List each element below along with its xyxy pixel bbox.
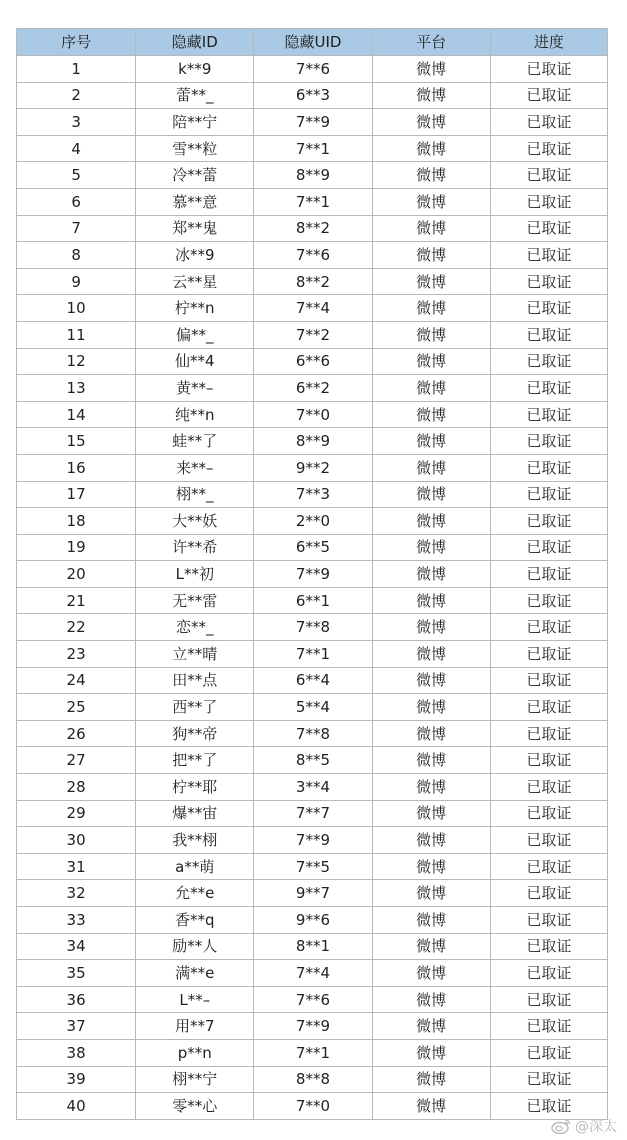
cell-hidden-id: 郑**鬼: [136, 215, 254, 242]
cell-platform: 微博: [372, 1066, 490, 1093]
cell-seq: 16: [17, 454, 136, 481]
cell-hidden-id: 允**e: [136, 880, 254, 907]
cell-hidden-uid: 7**6: [254, 986, 372, 1013]
cell-platform: 微博: [372, 933, 490, 960]
cell-hidden-id: 满**e: [136, 960, 254, 987]
cell-hidden-uid: 8**1: [254, 933, 372, 960]
cell-progress: 已取证: [490, 667, 607, 694]
header-hidden-id: 隐藏ID: [136, 29, 254, 56]
cell-progress: 已取证: [490, 694, 607, 721]
cell-platform: 微博: [372, 800, 490, 827]
cell-progress: 已取证: [490, 508, 607, 535]
cell-hidden-id: 田**点: [136, 667, 254, 694]
cell-hidden-id: 偏**_: [136, 321, 254, 348]
table-row: [17, 694, 608, 721]
weibo-icon: [551, 1118, 571, 1134]
cell-hidden-uid: 7**8: [254, 614, 372, 641]
cell-platform: 微博: [372, 827, 490, 854]
cell-platform: 微博: [372, 960, 490, 987]
cell-platform: 微博: [372, 1093, 490, 1120]
table-row: [17, 1093, 608, 1120]
evidence-table: [16, 28, 608, 1120]
cell-hidden-id: 无**雷: [136, 587, 254, 614]
cell-progress: 已取证: [490, 986, 607, 1013]
cell-hidden-id: k**9: [136, 56, 254, 83]
table-row: [17, 401, 608, 428]
cell-seq: 18: [17, 508, 136, 535]
table-row: [17, 321, 608, 348]
cell-hidden-uid: 6**4: [254, 667, 372, 694]
cell-seq: 31: [17, 853, 136, 880]
cell-hidden-id: a**萌: [136, 853, 254, 880]
cell-platform: 微博: [372, 268, 490, 295]
cell-platform: 微博: [372, 641, 490, 668]
cell-seq: 34: [17, 933, 136, 960]
table-header-row: [17, 29, 608, 56]
cell-seq: 36: [17, 986, 136, 1013]
table-row: [17, 853, 608, 880]
cell-hidden-id: 励**人: [136, 933, 254, 960]
table-row: [17, 1013, 608, 1040]
cell-seq: 37: [17, 1013, 136, 1040]
cell-hidden-id: 零**心: [136, 1093, 254, 1120]
cell-hidden-uid: 7**1: [254, 135, 372, 162]
cell-platform: 微博: [372, 348, 490, 375]
table-row: [17, 667, 608, 694]
cell-hidden-id: 黄**–: [136, 375, 254, 402]
cell-seq: 2: [17, 82, 136, 109]
cell-hidden-uid: 8**9: [254, 162, 372, 189]
cell-seq: 14: [17, 401, 136, 428]
table-row: [17, 188, 608, 215]
table-row: [17, 348, 608, 375]
weibo-watermark: [551, 1116, 617, 1136]
cell-progress: 已取证: [490, 348, 607, 375]
cell-seq: 15: [17, 428, 136, 455]
cell-seq: 23: [17, 641, 136, 668]
cell-hidden-uid: 8**2: [254, 268, 372, 295]
cell-hidden-uid: 7**9: [254, 109, 372, 136]
header-progress: 进度: [490, 29, 607, 56]
cell-platform: 微博: [372, 321, 490, 348]
cell-hidden-id: 立**晴: [136, 641, 254, 668]
cell-hidden-uid: 7**1: [254, 1039, 372, 1066]
cell-hidden-id: 大**妖: [136, 508, 254, 535]
cell-platform: 微博: [372, 986, 490, 1013]
cell-hidden-id: 栩**_: [136, 481, 254, 508]
cell-platform: 微博: [372, 481, 490, 508]
table-row: [17, 720, 608, 747]
table-row: [17, 82, 608, 109]
header-hidden-uid: 隐藏UID: [254, 29, 372, 56]
cell-hidden-id: 雪**粒: [136, 135, 254, 162]
cell-platform: 微博: [372, 188, 490, 215]
cell-hidden-uid: 6**2: [254, 375, 372, 402]
cell-progress: 已取证: [490, 853, 607, 880]
cell-hidden-id: L**初: [136, 561, 254, 588]
table-row: [17, 827, 608, 854]
table-row: [17, 481, 608, 508]
cell-progress: 已取证: [490, 827, 607, 854]
cell-platform: 微博: [372, 853, 490, 880]
cell-progress: 已取证: [490, 162, 607, 189]
cell-progress: 已取证: [490, 481, 607, 508]
cell-progress: 已取证: [490, 401, 607, 428]
table-row: [17, 375, 608, 402]
cell-hidden-uid: 7**9: [254, 561, 372, 588]
cell-seq: 11: [17, 321, 136, 348]
cell-progress: 已取证: [490, 1093, 607, 1120]
cell-platform: 微博: [372, 534, 490, 561]
cell-seq: 35: [17, 960, 136, 987]
cell-platform: 微博: [372, 508, 490, 535]
cell-progress: 已取证: [490, 800, 607, 827]
table-row: [17, 162, 608, 189]
cell-hidden-id: 蕾**_: [136, 82, 254, 109]
cell-seq: 12: [17, 348, 136, 375]
table-row: [17, 109, 608, 136]
cell-seq: 27: [17, 747, 136, 774]
cell-hidden-uid: 9**6: [254, 907, 372, 934]
evidence-table-sheet: [16, 28, 608, 1120]
cell-hidden-uid: 8**2: [254, 215, 372, 242]
cell-hidden-id: 香**q: [136, 907, 254, 934]
cell-progress: 已取证: [490, 82, 607, 109]
table-row: [17, 960, 608, 987]
cell-platform: 微博: [372, 1039, 490, 1066]
cell-hidden-uid: 7**1: [254, 188, 372, 215]
cell-seq: 8: [17, 242, 136, 269]
cell-progress: 已取证: [490, 215, 607, 242]
cell-platform: 微博: [372, 694, 490, 721]
cell-hidden-id: 把**了: [136, 747, 254, 774]
cell-seq: 9: [17, 268, 136, 295]
cell-platform: 微博: [372, 135, 490, 162]
cell-hidden-uid: 8**8: [254, 1066, 372, 1093]
cell-platform: 微博: [372, 401, 490, 428]
cell-progress: 已取证: [490, 188, 607, 215]
cell-platform: 微博: [372, 880, 490, 907]
cell-hidden-uid: 8**5: [254, 747, 372, 774]
table-row: [17, 56, 608, 83]
cell-hidden-uid: 7**6: [254, 242, 372, 269]
cell-hidden-id: L**–: [136, 986, 254, 1013]
cell-progress: 已取证: [490, 321, 607, 348]
cell-seq: 1: [17, 56, 136, 83]
cell-platform: 微博: [372, 667, 490, 694]
cell-hidden-id: 冰**9: [136, 242, 254, 269]
cell-hidden-uid: 7**4: [254, 295, 372, 322]
cell-seq: 19: [17, 534, 136, 561]
watermark-text: @深太: [575, 1119, 617, 1135]
cell-hidden-uid: 6**1: [254, 587, 372, 614]
table-row: [17, 907, 608, 934]
cell-platform: 微博: [372, 1013, 490, 1040]
cell-hidden-uid: 3**4: [254, 774, 372, 801]
cell-seq: 25: [17, 694, 136, 721]
cell-progress: 已取证: [490, 614, 607, 641]
cell-platform: 微博: [372, 720, 490, 747]
cell-hidden-uid: 6**3: [254, 82, 372, 109]
cell-hidden-uid: 7**6: [254, 56, 372, 83]
cell-progress: 已取证: [490, 268, 607, 295]
cell-progress: 已取证: [490, 295, 607, 322]
cell-hidden-id: 恋**_: [136, 614, 254, 641]
cell-seq: 26: [17, 720, 136, 747]
cell-seq: 24: [17, 667, 136, 694]
cell-hidden-id: 许**希: [136, 534, 254, 561]
cell-progress: 已取证: [490, 720, 607, 747]
table-row: [17, 454, 608, 481]
cell-hidden-uid: 7**9: [254, 1013, 372, 1040]
cell-hidden-id: 来**–: [136, 454, 254, 481]
cell-seq: 32: [17, 880, 136, 907]
cell-seq: 6: [17, 188, 136, 215]
cell-progress: 已取证: [490, 375, 607, 402]
cell-hidden-uid: 7**0: [254, 1093, 372, 1120]
table-row: [17, 428, 608, 455]
cell-progress: 已取证: [490, 960, 607, 987]
cell-hidden-id: 爆**宙: [136, 800, 254, 827]
cell-seq: 28: [17, 774, 136, 801]
table-row: [17, 268, 608, 295]
table-row: [17, 774, 608, 801]
cell-seq: 33: [17, 907, 136, 934]
cell-progress: 已取证: [490, 135, 607, 162]
cell-progress: 已取证: [490, 747, 607, 774]
table-row: [17, 215, 608, 242]
table-row: [17, 242, 608, 269]
table-row: [17, 135, 608, 162]
cell-seq: 38: [17, 1039, 136, 1066]
cell-platform: 微博: [372, 428, 490, 455]
cell-seq: 4: [17, 135, 136, 162]
cell-hidden-id: 栩**宁: [136, 1066, 254, 1093]
cell-seq: 5: [17, 162, 136, 189]
table-row: [17, 561, 608, 588]
cell-hidden-id: 纯**n: [136, 401, 254, 428]
cell-platform: 微博: [372, 242, 490, 269]
cell-progress: 已取证: [490, 109, 607, 136]
table-row: [17, 880, 608, 907]
cell-hidden-uid: 7**0: [254, 401, 372, 428]
cell-hidden-id: 西**了: [136, 694, 254, 721]
cell-progress: 已取证: [490, 1039, 607, 1066]
table-row: [17, 534, 608, 561]
cell-hidden-uid: 6**5: [254, 534, 372, 561]
cell-seq: 10: [17, 295, 136, 322]
table-row: [17, 587, 608, 614]
cell-seq: 39: [17, 1066, 136, 1093]
cell-progress: 已取证: [490, 1066, 607, 1093]
cell-progress: 已取证: [490, 454, 607, 481]
cell-progress: 已取证: [490, 242, 607, 269]
table-row: [17, 986, 608, 1013]
cell-platform: 微博: [372, 747, 490, 774]
table-body: [17, 56, 608, 1120]
cell-hidden-uid: 8**9: [254, 428, 372, 455]
cell-seq: 22: [17, 614, 136, 641]
cell-platform: 微博: [372, 454, 490, 481]
cell-seq: 13: [17, 375, 136, 402]
cell-hidden-uid: 7**1: [254, 641, 372, 668]
cell-hidden-uid: 9**2: [254, 454, 372, 481]
cell-platform: 微博: [372, 907, 490, 934]
cell-progress: 已取证: [490, 880, 607, 907]
cell-platform: 微博: [372, 82, 490, 109]
cell-progress: 已取证: [490, 933, 607, 960]
cell-hidden-id: p**n: [136, 1039, 254, 1066]
cell-platform: 微博: [372, 295, 490, 322]
header-seq: 序号: [17, 29, 136, 56]
table-row: [17, 614, 608, 641]
cell-progress: 已取证: [490, 1013, 607, 1040]
cell-hidden-id: 柠**耶: [136, 774, 254, 801]
cell-hidden-uid: 7**5: [254, 853, 372, 880]
cell-progress: 已取证: [490, 534, 607, 561]
cell-platform: 微博: [372, 614, 490, 641]
table-row: [17, 1039, 608, 1066]
cell-progress: 已取证: [490, 587, 607, 614]
header-platform: 平台: [372, 29, 490, 56]
cell-hidden-id: 陪**宁: [136, 109, 254, 136]
cell-seq: 30: [17, 827, 136, 854]
cell-seq: 17: [17, 481, 136, 508]
cell-hidden-uid: 5**4: [254, 694, 372, 721]
cell-hidden-id: 蛙**了: [136, 428, 254, 455]
cell-progress: 已取证: [490, 774, 607, 801]
cell-platform: 微博: [372, 215, 490, 242]
cell-progress: 已取证: [490, 907, 607, 934]
cell-hidden-uid: 2**0: [254, 508, 372, 535]
cell-progress: 已取证: [490, 56, 607, 83]
cell-hidden-id: 云**星: [136, 268, 254, 295]
cell-platform: 微博: [372, 587, 490, 614]
table-row: [17, 295, 608, 322]
cell-seq: 29: [17, 800, 136, 827]
table-row: [17, 933, 608, 960]
cell-hidden-uid: 7**4: [254, 960, 372, 987]
table-row: [17, 800, 608, 827]
cell-hidden-uid: 7**3: [254, 481, 372, 508]
table-row: [17, 508, 608, 535]
cell-hidden-uid: 9**7: [254, 880, 372, 907]
cell-seq: 3: [17, 109, 136, 136]
cell-progress: 已取证: [490, 641, 607, 668]
cell-hidden-id: 冷**蕾: [136, 162, 254, 189]
cell-platform: 微博: [372, 774, 490, 801]
cell-seq: 7: [17, 215, 136, 242]
cell-hidden-id: 我**栩: [136, 827, 254, 854]
cell-platform: 微博: [372, 375, 490, 402]
table-row: [17, 1066, 608, 1093]
cell-hidden-uid: 7**8: [254, 720, 372, 747]
table-row: [17, 641, 608, 668]
cell-seq: 21: [17, 587, 136, 614]
cell-platform: 微博: [372, 561, 490, 588]
cell-progress: 已取证: [490, 428, 607, 455]
cell-platform: 微博: [372, 162, 490, 189]
cell-hidden-id: 仙**4: [136, 348, 254, 375]
cell-hidden-uid: 7**2: [254, 321, 372, 348]
cell-seq: 40: [17, 1093, 136, 1120]
cell-hidden-id: 慕**意: [136, 188, 254, 215]
cell-hidden-id: 柠**n: [136, 295, 254, 322]
cell-platform: 微博: [372, 109, 490, 136]
cell-hidden-uid: 7**7: [254, 800, 372, 827]
cell-hidden-id: 用**7: [136, 1013, 254, 1040]
cell-hidden-uid: 6**6: [254, 348, 372, 375]
cell-platform: 微博: [372, 56, 490, 83]
cell-hidden-uid: 7**9: [254, 827, 372, 854]
table-row: [17, 747, 608, 774]
cell-seq: 20: [17, 561, 136, 588]
cell-hidden-id: 狗**帝: [136, 720, 254, 747]
cell-progress: 已取证: [490, 561, 607, 588]
